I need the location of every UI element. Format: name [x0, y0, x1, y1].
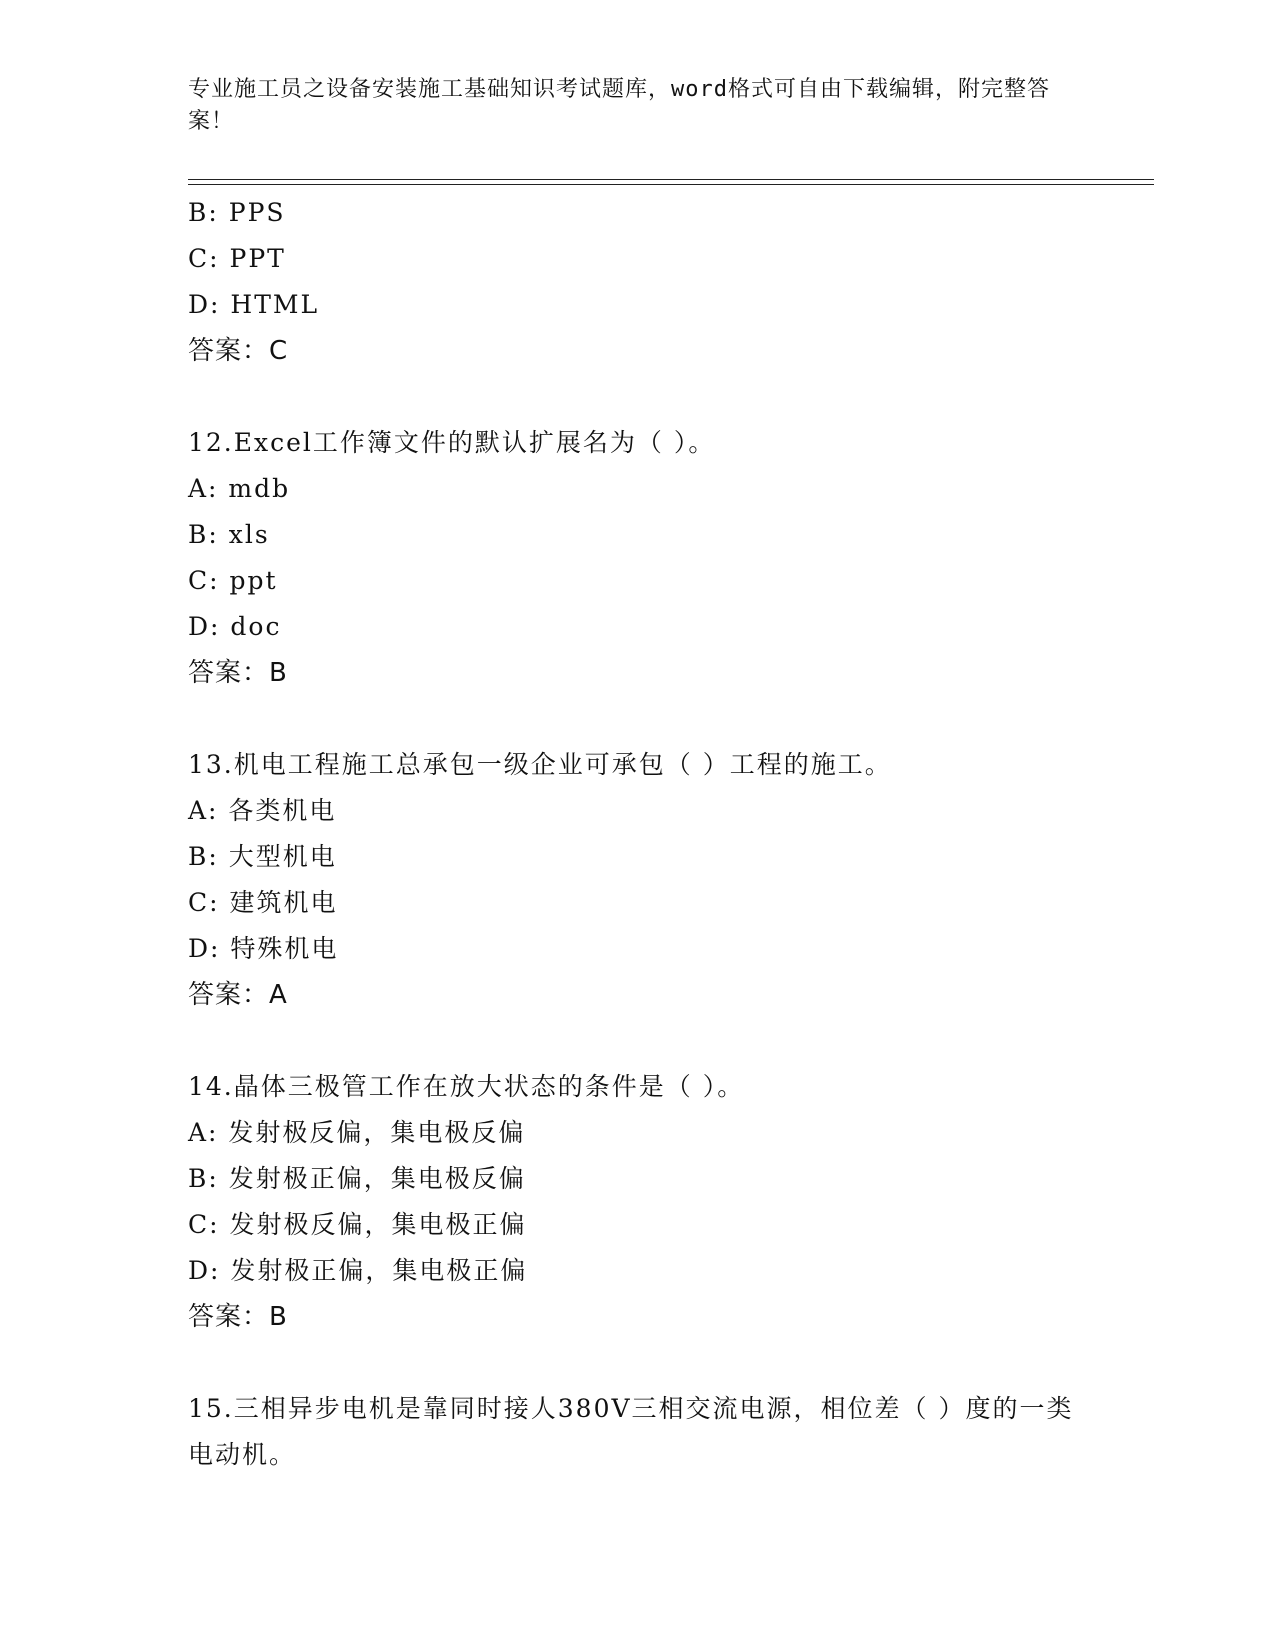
option-c: C: 发射极反偏，集电极正偏 — [188, 1210, 527, 1239]
document-header: 专业施工员之设备安装施工基础知识考试题库，word格式可自由下载编辑，附完整答案！ — [188, 77, 1050, 134]
question-text: 15.三相异步电机是靠同时接人380V三相交流电源，相位差（ ）度的一类电动机。 — [188, 1394, 1074, 1469]
option-b: B: 发射极正偏，集电极反偏 — [188, 1164, 526, 1193]
question-list — [188, 190, 1154, 1478]
option-b: B: PPS — [188, 198, 286, 227]
option-c: C: 建筑机电 — [188, 888, 338, 917]
question-13 — [188, 742, 1154, 1018]
question-12 — [188, 420, 1154, 696]
question-14 — [188, 1064, 1154, 1340]
question-text: 14.晶体三极管工作在放大状态的条件是（ ）。 — [188, 1072, 745, 1101]
question-text: 12.Excel工作簿文件的默认扩展名为（ ）。 — [188, 428, 716, 457]
answer-line: 答案：C — [188, 336, 289, 366]
option-b: B: xls — [188, 520, 270, 549]
option-d: D: 发射极正偏，集电极正偏 — [188, 1256, 528, 1285]
question-11 — [188, 190, 1154, 374]
option-d: D: 特殊机电 — [188, 934, 339, 963]
spacer — [188, 696, 1154, 742]
spacer — [188, 1018, 1154, 1064]
option-d: D: HTML — [188, 290, 320, 319]
option-a: A: mdb — [188, 474, 291, 503]
header-rule-bottom — [188, 184, 1154, 185]
option-c: C: ppt — [188, 566, 278, 595]
option-a: A: 各类机电 — [188, 796, 337, 825]
spacer — [188, 374, 1154, 420]
spacer — [188, 1340, 1154, 1386]
option-a: A: 发射极反偏，集电极反偏 — [188, 1118, 526, 1147]
question-text: 13.机电工程施工总承包一级企业可承包（ ）工程的施工。 — [188, 750, 892, 779]
answer-line: 答案：B — [188, 658, 288, 688]
question-15 — [188, 1386, 1154, 1478]
header-rule-top — [188, 179, 1154, 180]
option-c: C: PPT — [188, 244, 286, 273]
option-d: D: doc — [188, 612, 282, 641]
option-b: B: 大型机电 — [188, 842, 337, 871]
answer-line: 答案：A — [188, 980, 288, 1010]
answer-line: 答案：B — [188, 1302, 288, 1332]
